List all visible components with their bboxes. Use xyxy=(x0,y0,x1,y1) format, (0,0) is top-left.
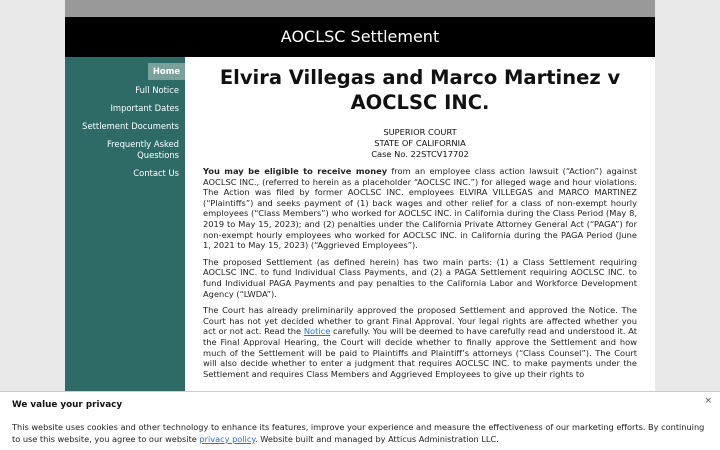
sidebar-item-settlement-documents[interactable]: Settlement Documents xyxy=(82,121,179,131)
cookie-title: We value your privacy xyxy=(12,400,123,410)
top-bar xyxy=(65,0,655,17)
court-line: Case No. 22STCV17702 xyxy=(371,149,469,159)
page-container xyxy=(65,0,655,450)
cookie-text-a: This website uses cookies and other technology to enhance its features, improve your experience and measure the effectiveness of our marketing efforts. By continuing to use this website, you agree to our website xyxy=(12,422,705,444)
notice-link[interactable]: Notice xyxy=(303,326,331,337)
sidebar-item-contact-us[interactable]: Contact Us xyxy=(133,168,179,178)
approval-text-a: The Court has already preliminarily approved the proposed Settlement and approved the Notice. The Court has not yet decided whether to grant Final Approval. Your legal rights are affected whether you act or not act. Read the xyxy=(203,305,637,337)
sidebar-item-important-dates[interactable]: Important Dates xyxy=(110,103,179,113)
cookie-banner xyxy=(0,391,720,450)
approval-paragraph xyxy=(203,305,637,379)
court-line: SUPERIOR COURT xyxy=(383,127,457,137)
intro-text: from an employee class action lawsuit (“Action”) against AOCLSC INC., (referred to herein as a placeholder “AOCLSC INC.”) for alleged wage and hour violations. The Action was filed by former AOCLSC INC. employees ELVIRA VILLEGAS and MARCO MARTINEZ (“Plaintiffs”) and seeks payment of (1) back wages and other relief for a class of non-exempt hourly employees (“Class Members”) who worked for AOCLSC INC. in California during the Class Period (May 8, 2019 to May 15, 2023); and (2) penalties under the California Private Attorney General Act (“PAGA”) for non-exempt hourly employees who worked for AOCLSC INC. in California during the PAGA Period (June 1, 2021 to May 15, 2023) (“Aggrieved Employees”). xyxy=(203,166,637,251)
sidebar-item-home[interactable]: Home xyxy=(148,63,185,80)
sidebar-item-faq[interactable]: Frequently Asked Questions xyxy=(106,139,179,160)
sidebar-item-full-notice[interactable]: Full Notice xyxy=(135,85,179,95)
site-title: AOCLSC Settlement xyxy=(280,27,440,46)
intro-paragraph xyxy=(203,166,637,251)
cookie-text xyxy=(12,421,708,445)
court-info xyxy=(203,127,637,160)
close-icon[interactable]: × xyxy=(704,396,712,406)
approval-text-b: carefully. You will be deemed to have carefully read and understood it. At the Final Approval Hearing, the Court will decide whether to finally approve the Settlement and how much of the Settlement will be paid to Plaintiffs and Plaintiff’s attorneys (“Class Counsel”). The Court will also decide whether to enter a judgment that requires AOCLSC INC. to make payments under the Settlement and requires Class Members and Aggrieved Employees to give up their rights to xyxy=(203,326,637,379)
page-title: Elvira Villegas and Marco Martinez v AOCLSC INC. xyxy=(219,66,621,114)
intro-bold: You may be eligible to receive money xyxy=(203,166,388,176)
privacy-policy-link[interactable]: privacy policy xyxy=(199,434,256,444)
cookie-text-b: . Website built and managed by Atticus Administration LLC. xyxy=(255,434,499,444)
court-line: STATE OF CALIFORNIA xyxy=(374,138,466,148)
site-header xyxy=(65,17,655,57)
settlement-paragraph: The proposed Settlement (as defined herein) has two main parts: (1) a Class Settlement requiring AOCLSC INC. to fund Individual Class Payments, and (2) a PAGA Settlement requiring AOCLSC INC. to fund Individual PAGA Payments and pay penalties to the California Labor and Workforce Development Agency (“LWDA”). xyxy=(203,256,637,299)
